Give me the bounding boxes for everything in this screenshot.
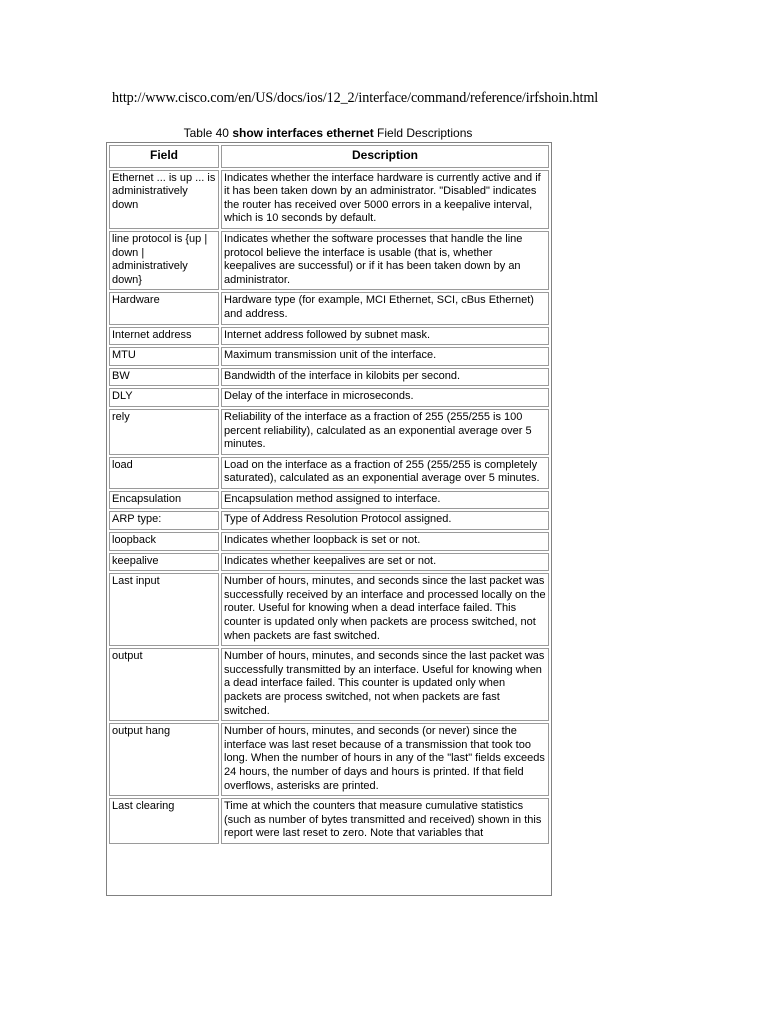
table-row — [109, 327, 549, 346]
description-cell: Delay of the interface in microseconds. — [221, 388, 549, 407]
description-cell: Encapsulation method assigned to interface. — [221, 491, 549, 510]
table-row — [109, 648, 549, 721]
field-cell: MTU — [109, 347, 219, 366]
table-body — [109, 170, 549, 844]
field-cell: Last input — [109, 573, 219, 646]
field-cell: ARP type: — [109, 511, 219, 530]
field-cell: line protocol is {up | down | administratively down} — [109, 231, 219, 290]
field-cell: Internet address — [109, 327, 219, 346]
table-row — [109, 388, 549, 407]
description-cell: Number of hours, minutes, and seconds since the last packet was successfully received by an interface and processed locally on the router. Useful for knowing when a dead interface failed. This counter is updated only when packets are process switched, not when packets are fast switched. — [221, 573, 549, 646]
description-cell: Reliability of the interface as a fraction of 255 (255/255 is 100 percent reliability), calculated as an exponential average over 5 minutes. — [221, 409, 549, 455]
description-cell: Indicates whether the interface hardware is currently active and if it has been taken down by an administrator. "Disabled" indicates the router has received over 5000 errors in a keepalive interval, which is 10 seconds by default. — [221, 170, 549, 229]
caption-prefix: Table 40 — [183, 126, 233, 140]
description-cell: Indicates whether keepalives are set or not. — [221, 553, 549, 572]
field-cell: output — [109, 648, 219, 721]
field-descriptions-table — [107, 143, 551, 846]
description-cell: Time at which the counters that measure cumulative statistics (such as number of bytes transmitted and received) shown in this report were last reset to zero. Note that variables that — [221, 798, 549, 844]
table-row — [109, 723, 549, 796]
table-row — [109, 511, 549, 530]
table-row — [109, 457, 549, 489]
field-cell: Encapsulation — [109, 491, 219, 510]
caption-command: show interfaces ethernet — [232, 126, 374, 140]
table-row — [109, 532, 549, 551]
table-row — [109, 170, 549, 229]
description-cell: Type of Address Resolution Protocol assigned. — [221, 511, 549, 530]
source-url: http://www.cisco.com/en/US/docs/ios/12_2/interface/command/reference/irfshoin.html — [112, 90, 599, 106]
table-row — [109, 573, 549, 646]
description-cell: Indicates whether loopback is set or not. — [221, 532, 549, 551]
field-cell: load — [109, 457, 219, 489]
table-header-row — [109, 145, 549, 168]
table-row — [109, 798, 549, 844]
header-description: Description — [221, 145, 549, 168]
table-row — [109, 292, 549, 324]
table-row — [109, 409, 549, 455]
field-cell: BW — [109, 368, 219, 387]
description-cell: Load on the interface as a fraction of 255 (255/255 is completely saturated), calculated as an exponential average over 5 minutes. — [221, 457, 549, 489]
description-cell: Number of hours, minutes, and seconds (or never) since the interface was last reset because of a transmission that took too long. When the number of hours in any of the "last" fields exceeds 24 hours, the number of days and hours is printed. If that field overflows, asterisks are printed. — [221, 723, 549, 796]
caption-suffix: Field Descriptions — [373, 126, 473, 140]
field-cell: Ethernet ... is up ... is administratively down — [109, 170, 219, 229]
field-cell: loopback — [109, 532, 219, 551]
table-caption — [106, 126, 550, 140]
header-field: Field — [109, 145, 219, 168]
table-row — [109, 231, 549, 290]
table-row — [109, 347, 549, 366]
field-cell: keepalive — [109, 553, 219, 572]
field-cell: rely — [109, 409, 219, 455]
description-cell: Maximum transmission unit of the interface. — [221, 347, 549, 366]
description-cell: Internet address followed by subnet mask. — [221, 327, 549, 346]
field-cell: output hang — [109, 723, 219, 796]
description-cell: Number of hours, minutes, and seconds since the last packet was successfully transmitted by an interface. Useful for knowing when a dead interface failed. This counter is updated only when packets are process switched, not when packets are fast switched. — [221, 648, 549, 721]
field-cell: Hardware — [109, 292, 219, 324]
description-cell: Bandwidth of the interface in kilobits per second. — [221, 368, 549, 387]
field-descriptions-table-frame — [106, 142, 552, 896]
table-row — [109, 368, 549, 387]
field-cell: Last clearing — [109, 798, 219, 844]
table-row — [109, 491, 549, 510]
description-cell: Hardware type (for example, MCI Ethernet, SCI, cBus Ethernet) and address. — [221, 292, 549, 324]
table-row — [109, 553, 549, 572]
field-cell: DLY — [109, 388, 219, 407]
description-cell: Indicates whether the software processes that handle the line protocol believe the interface is usable (that is, whether keepalives are successful) or if it has been taken down by an administrator. — [221, 231, 549, 290]
